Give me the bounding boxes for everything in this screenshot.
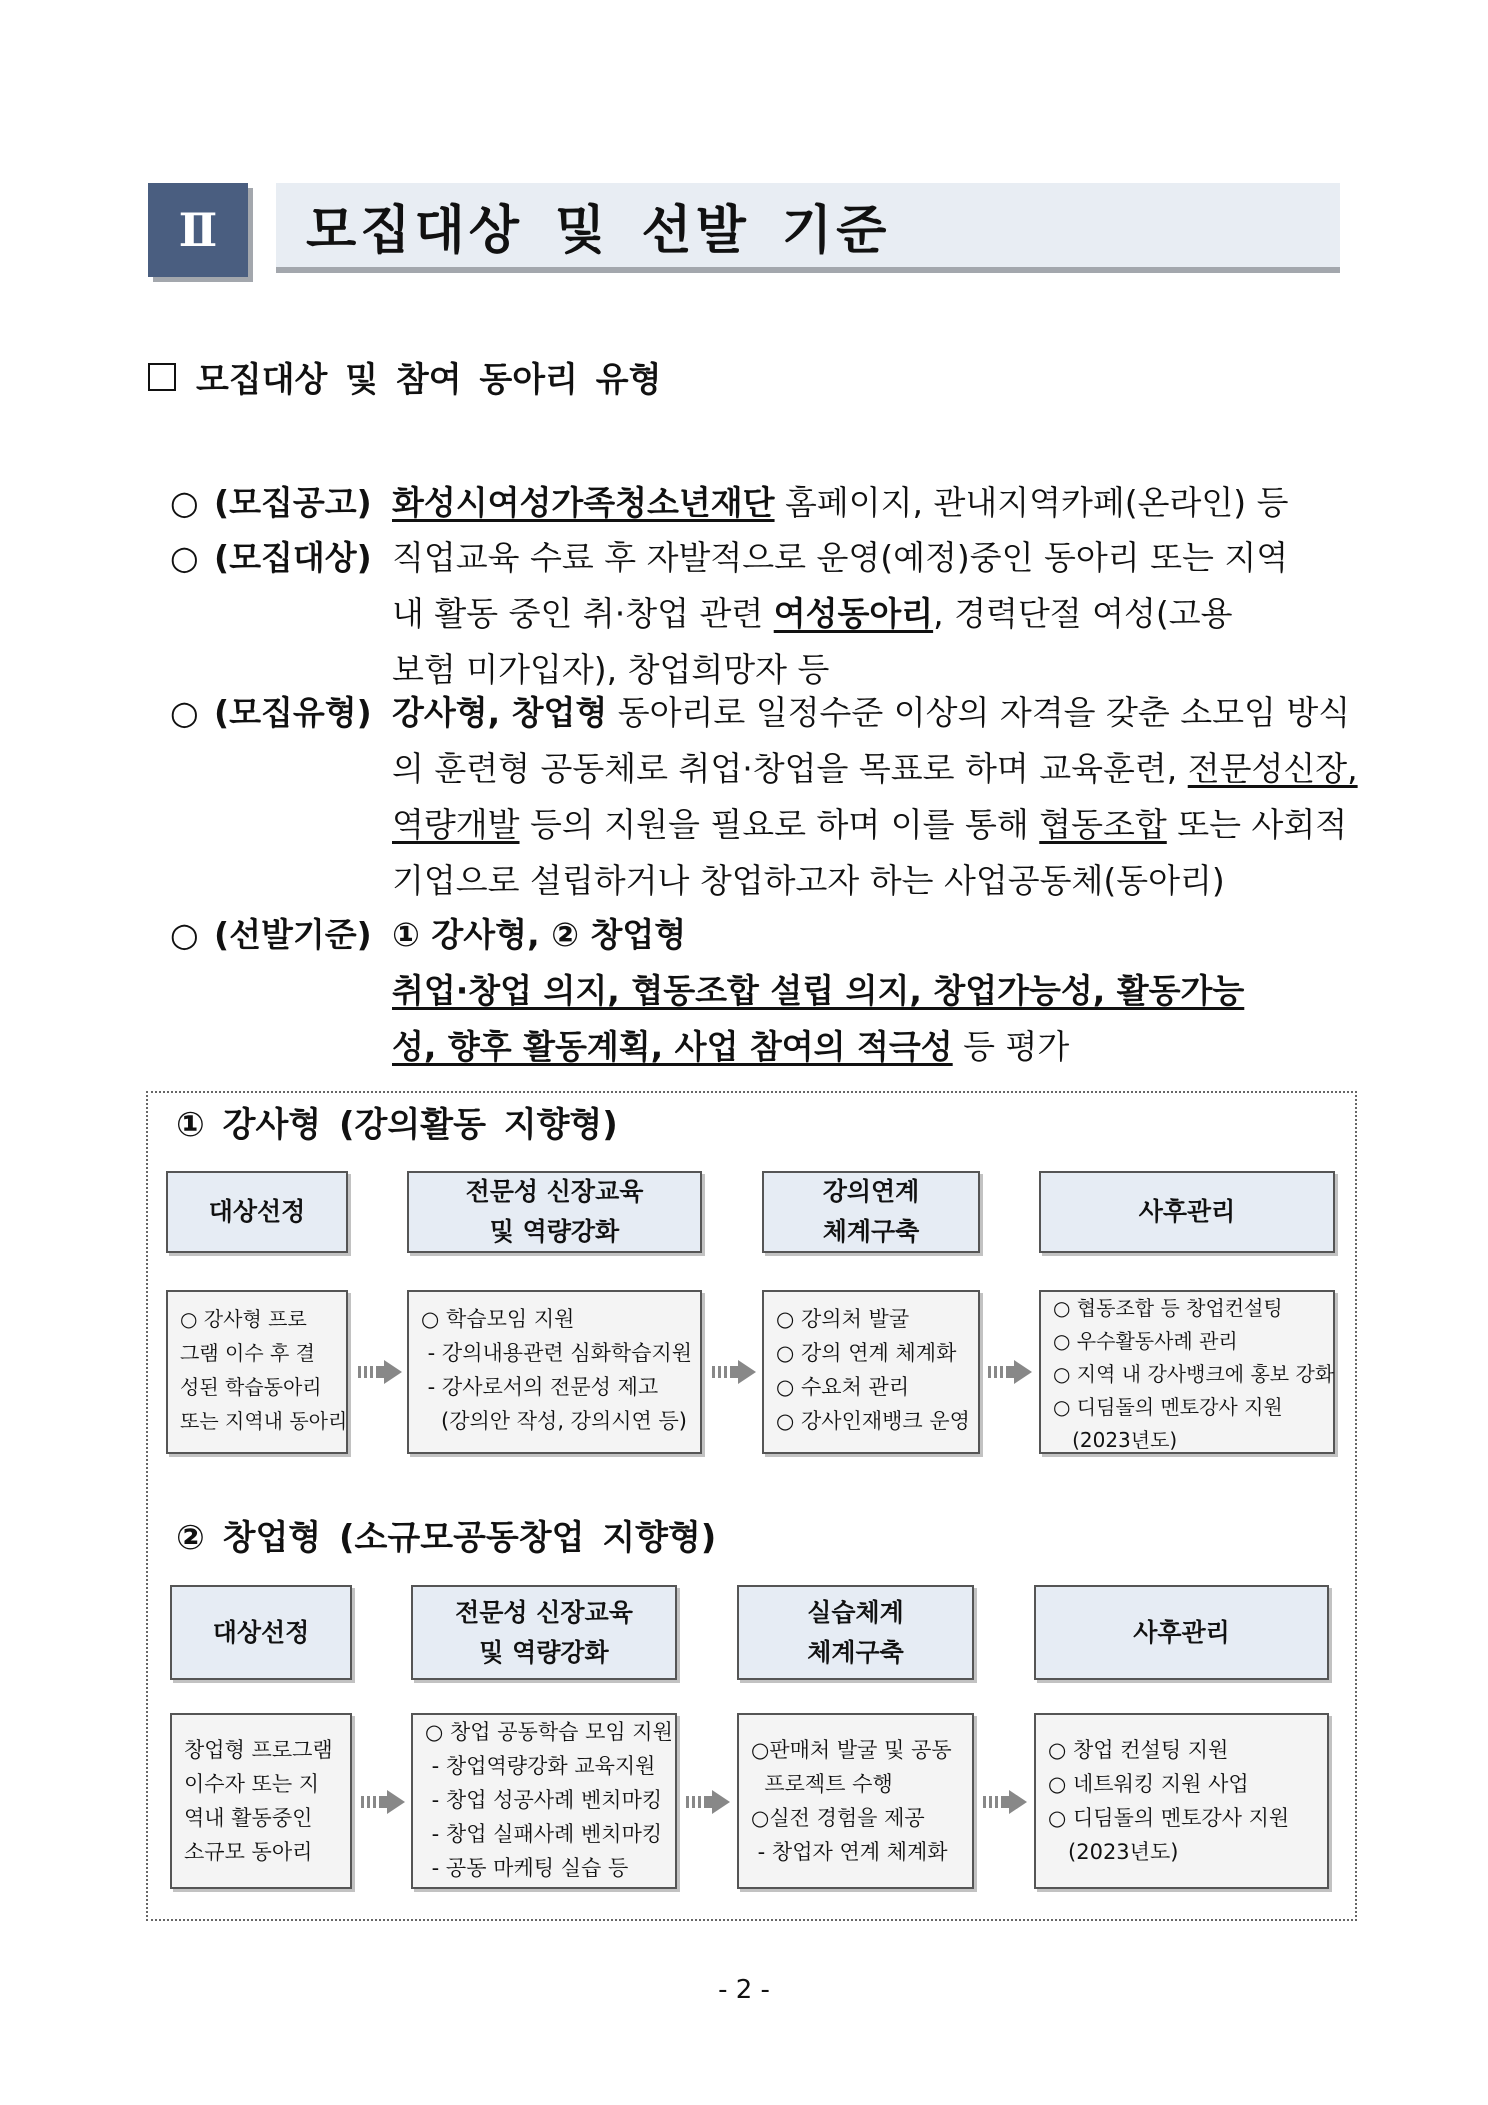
flow-title-lecturer: ① 강사형 (강의활동 지향형)	[176, 1105, 618, 1145]
detail-line: (강의안 작성, 강의시연 등)	[421, 1409, 687, 1433]
flow1-stage-lecture-linkage: 강의연계 체계구축	[762, 1171, 980, 1253]
text-line: 역량개발 등의 지원을 필요로 하며 이를 통해 협동조합 또는 사회적	[392, 805, 1348, 844]
detail-line: - 창업자 연계 체계화	[751, 1840, 948, 1864]
text-line: 취업·창업 의지, 협동조합 설립 의지, 창업가능성, 활동가능	[392, 971, 1245, 1010]
circle-bullet-icon: ○	[170, 538, 199, 577]
detail-line: 소규모 동아리	[184, 1840, 313, 1864]
flow2-detail-practice	[737, 1713, 974, 1889]
flow2-detail-training	[411, 1713, 677, 1889]
detail-line: ○ 창업 공동학습 모임 지원	[425, 1720, 673, 1744]
flow2-detail-followup	[1034, 1713, 1329, 1889]
text-line: 화성시여성가족청소년재단 홈페이지, 관내지역카페(온라인) 등	[392, 483, 1289, 522]
detail-line: (2023년도)	[1048, 1840, 1179, 1864]
page-number: - 2 -	[718, 1975, 770, 2005]
item-tag: (모집대상)	[214, 538, 372, 577]
detail-line: ○ 지역 내 강사뱅크에 홍보 강화	[1053, 1362, 1335, 1386]
text-line: 의 훈련형 공동체로 취업·창업을 목표로 하며 교육훈련, 전문성신장,	[392, 749, 1358, 788]
detail-line: ○ 강의 연계 체계화	[776, 1341, 957, 1365]
item-body	[392, 475, 1368, 531]
flow2-stage-selection: 대상선정	[170, 1585, 352, 1680]
detail-line: - 강사로서의 전문성 제고	[421, 1375, 659, 1399]
item-body	[392, 907, 1368, 1075]
subheading: 모집대상 및 참여 동아리 유형	[148, 352, 661, 401]
detail-line: ○ 협동조합 등 창업컨설팅	[1053, 1296, 1283, 1320]
arrow-right-icon	[983, 1790, 1027, 1814]
detail-line: ○실전 경험을 제공	[751, 1806, 925, 1830]
section-number: Ⅱ	[148, 183, 248, 277]
detail-line: ○ 디딤돌의 멘토강사 지원	[1048, 1806, 1290, 1830]
flow1-detail-lecture-linkage	[762, 1290, 980, 1454]
circle-bullet-icon: ○	[170, 693, 199, 732]
item-tag: (모집유형)	[214, 693, 372, 732]
item-tag: (모집공고)	[214, 483, 372, 522]
detail-line: 또는 지역내 동아리	[180, 1409, 348, 1433]
detail-line: ○ 수요처 관리	[776, 1375, 910, 1399]
item-body	[392, 685, 1368, 909]
flow1-detail-followup	[1039, 1290, 1335, 1454]
flow1-stage-selection: 대상선정	[166, 1171, 348, 1253]
arrow-right-icon	[361, 1790, 405, 1814]
detail-line: - 공동 마케팅 실습 등	[425, 1856, 629, 1880]
detail-line: 창업형 프로그램	[184, 1738, 333, 1762]
detail-line: ○ 디딤돌의 멘토강사 지원	[1053, 1395, 1283, 1419]
text-line: 기업으로 설립하거나 창업하고자 하는 사업공동체(동아리)	[392, 861, 1225, 900]
text-line: 보험 미가입자), 창업희망자 등	[392, 650, 830, 689]
item-tag: (선발기준)	[214, 915, 372, 954]
circle-bullet-icon: ○	[170, 915, 199, 954]
detail-line: ○판매처 발굴 및 공동	[751, 1738, 952, 1762]
detail-line: ○ 학습모임 지원	[421, 1307, 575, 1331]
detail-line: ○ 우수활동사례 관리	[1053, 1329, 1238, 1353]
text-line: 직업교육 수료 후 자발적으로 운영(예정)중인 동아리 또는 지역	[392, 538, 1289, 577]
text-line: 내 활동 중인 취·창업 관련 여성동아리, 경력단절 여성(고용	[392, 594, 1233, 633]
checkbox-square-icon	[148, 363, 176, 391]
detail-line: ○ 창업 컨설팅 지원	[1048, 1738, 1229, 1762]
detail-line: ○ 강의처 발굴	[776, 1307, 910, 1331]
arrow-right-icon	[712, 1360, 756, 1384]
detail-line: (2023년도)	[1053, 1428, 1178, 1452]
flow1-detail-training	[407, 1290, 702, 1454]
detail-line: 성된 학습동아리	[180, 1375, 322, 1399]
item-body	[392, 530, 1368, 698]
text-line: 강사형, 창업형 동아리로 일정수준 이상의 자격을 갖춘 소모임 방식	[392, 693, 1351, 732]
flow2-stage-practice: 실습체계 체계구축	[737, 1585, 974, 1680]
detail-line: ○ 네트워킹 지원 사업	[1048, 1772, 1249, 1796]
flow2-stage-followup: 사후관리	[1034, 1585, 1329, 1680]
flow1-detail-selection	[166, 1290, 348, 1454]
detail-line: - 창업 성공사례 벤치마킹	[425, 1788, 663, 1812]
detail-line: 프로젝트 수행	[751, 1772, 893, 1796]
flow2-detail-selection	[170, 1713, 352, 1889]
detail-line: - 강의내용관련 심화학습지원	[421, 1341, 693, 1365]
text-line: ① 강사형, ② 창업형	[392, 915, 687, 954]
circle-bullet-icon: ○	[170, 483, 199, 522]
detail-line: ○ 강사형 프로	[180, 1307, 307, 1331]
arrow-right-icon	[686, 1790, 730, 1814]
flow1-stage-followup: 사후관리	[1039, 1171, 1335, 1253]
flow-title-startup: ② 창업형 (소규모공동창업 지향형)	[176, 1518, 717, 1558]
detail-line: 그램 이수 후 결	[180, 1341, 315, 1365]
detail-line: ○ 강사인재뱅크 운영	[776, 1409, 970, 1433]
detail-line: 역내 활동중인	[184, 1806, 313, 1830]
detail-line: - 창업 실패사례 벤치마킹	[425, 1822, 663, 1846]
flow1-stage-training: 전문성 신장교육 및 역량강화	[407, 1171, 702, 1253]
flow2-stage-training: 전문성 신장교육 및 역량강화	[411, 1585, 677, 1680]
arrow-right-icon	[358, 1360, 402, 1384]
section-title: 모집대상 및 선발 기준	[276, 183, 1340, 273]
arrow-right-icon	[988, 1360, 1032, 1384]
detail-line: - 창업역량강화 교육지원	[425, 1754, 656, 1778]
text-line: 성, 향후 활동계획, 사업 참여의 적극성 등 평가	[392, 1027, 1070, 1066]
detail-line: 이수자 또는 지	[184, 1772, 320, 1796]
